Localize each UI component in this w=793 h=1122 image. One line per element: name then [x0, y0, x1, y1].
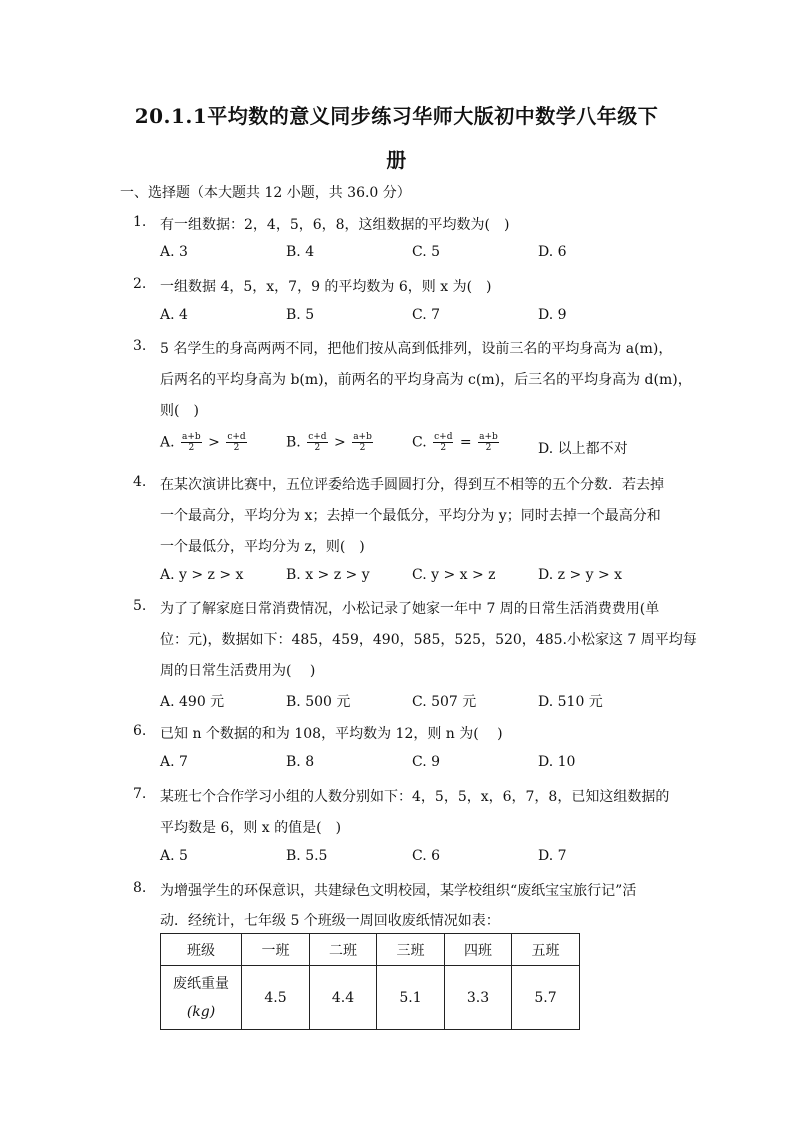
- question-stem-line: 为增强学生的环保意识，共建绿色文明校园，某学校组织“废纸宝宝旅行记”活: [160, 883, 637, 899]
- option-d: D. 7: [538, 848, 567, 864]
- option-c: C. 507 元: [412, 694, 477, 710]
- table-cell: 4.5: [242, 966, 310, 1030]
- option-a: A. 7: [160, 754, 188, 770]
- row-label-text: 废纸重量: [173, 975, 229, 992]
- question-number: 3.: [133, 338, 147, 354]
- fraction-numerator: a+b: [479, 432, 498, 442]
- table-header-cell: 二班: [310, 934, 377, 966]
- question-number: 2.: [133, 276, 147, 292]
- option-a: A. 4: [160, 307, 188, 323]
- option-label: C.: [412, 434, 427, 451]
- relation-symbol: >: [334, 434, 346, 451]
- fraction-numerator: c+d: [227, 432, 246, 442]
- fraction-denominator: 2: [440, 443, 447, 453]
- data-table: [160, 933, 580, 1030]
- question-number: 8.: [133, 880, 147, 896]
- question-number: 5.: [133, 598, 147, 614]
- fraction-numerator: a+b: [353, 432, 372, 442]
- option-d: D. z > y > x: [538, 567, 623, 583]
- option-c: C. 7: [412, 307, 441, 323]
- question-stem-line: 位：元)，数据如下：485，459，490，585，525，520，485.小松家这 7 周平均每: [160, 632, 697, 648]
- question-stem-line: 5 名学生的身高两两不同，把他们按从高到低排列，设前三名的平均身高为 a(m)，: [160, 341, 673, 357]
- option-b: B. x > z > y: [286, 567, 370, 583]
- question-stem-line: 周的日常生活费用为( ): [160, 663, 316, 679]
- question-number: 7.: [133, 786, 147, 802]
- option-d: D. 6: [538, 244, 567, 260]
- option-b: B. 500 元: [286, 694, 351, 710]
- option-a: [160, 432, 249, 453]
- table-cell: 3.3: [445, 966, 512, 1030]
- option-b: [286, 432, 375, 453]
- option-c: C. 5: [412, 244, 441, 260]
- table-cell: 5.7: [512, 966, 580, 1030]
- question-stem-line: 则( ): [160, 403, 199, 419]
- table-header-row: [161, 934, 580, 966]
- fraction: [352, 432, 373, 453]
- table-header-cell: 五班: [512, 934, 580, 966]
- fraction-numerator: c+d: [308, 432, 327, 442]
- option-b: B. 5.5: [286, 848, 328, 864]
- question-number: 1.: [133, 214, 147, 230]
- table-header-cell: 一班: [242, 934, 310, 966]
- fraction: [478, 432, 499, 453]
- question-stem-line: 某班七个合作学习小组的人数分别如下：4，5，5，x，6，7，8，已知这组数据的: [160, 789, 670, 805]
- fraction-denominator: 2: [188, 443, 195, 453]
- table-cell: 5.1: [377, 966, 445, 1030]
- question-stem-line: 为了了解家庭日常消费情况，小松记录了她家一年中 7 周的日常生活消费费用(单: [160, 601, 660, 617]
- option-d: D. 10: [538, 754, 576, 770]
- option-d: D. 以上都不对: [538, 441, 628, 457]
- option-b: B. 5: [286, 307, 315, 323]
- option-label: B.: [286, 434, 301, 451]
- fraction-denominator: 2: [233, 443, 240, 453]
- fraction-numerator: a+b: [182, 432, 201, 442]
- table-cell: 4.4: [310, 966, 377, 1030]
- option-d: D. 510 元: [538, 694, 603, 710]
- question-stem-line: 平均数是 6，则 x 的值是( ): [160, 820, 342, 836]
- question-stem-line: 一个最高分，平均分为 x；去掉一个最低分，平均分为 y；同时去掉一个最高分和: [160, 508, 661, 524]
- fraction-denominator: 2: [359, 443, 366, 453]
- fraction-denominator: 2: [485, 443, 492, 453]
- option-b: B. 8: [286, 754, 315, 770]
- table-header-cell: 班级: [161, 934, 242, 966]
- doc-title-line2: 册: [386, 148, 407, 172]
- option-c: C. 9: [412, 754, 441, 770]
- doc-title-line1: 20.1.1平均数的意义同步练习华师大版初中数学八年级下: [134, 104, 659, 128]
- fraction-numerator: c+d: [434, 432, 453, 442]
- fraction: [181, 432, 202, 453]
- row-label-unit: (kg): [186, 1003, 216, 1020]
- question-stem-line: 在某次演讲比赛中，五位评委给选手圆圆打分，得到互不相等的五个分数．若去掉: [160, 477, 664, 493]
- fraction: [307, 432, 327, 453]
- option-a: A. 3: [160, 244, 188, 260]
- option-c: C. y > x > z: [412, 567, 496, 583]
- section-header: 一、选择题（本大题共 12 小题，共 36.0 分）: [120, 185, 411, 201]
- option-label: A.: [160, 434, 175, 451]
- option-c: [412, 432, 501, 453]
- question-stem: 已知 n 个数据的和为 108，平均数为 12，则 n 为( ): [160, 726, 503, 742]
- table-row-label: [161, 966, 242, 1030]
- question-stem-line: 一个最低分，平均分为 z，则( ): [160, 539, 365, 555]
- option-d: D. 9: [538, 307, 567, 323]
- option-b: B. 4: [286, 244, 315, 260]
- option-a: A. 5: [160, 848, 188, 864]
- fraction-denominator: 2: [314, 443, 321, 453]
- question-number: 4.: [133, 474, 147, 490]
- option-c: C. 6: [412, 848, 441, 864]
- option-a: A. y > z > x: [160, 567, 244, 583]
- table-row: [161, 966, 580, 1030]
- question-number: 6.: [133, 723, 147, 739]
- question-stem: 一组数据 4，5，x，7，9 的平均数为 6，则 x 为( ): [160, 279, 492, 295]
- fraction: [226, 432, 246, 453]
- option-a: A. 490 元: [160, 694, 225, 710]
- question-stem: 有一组数据：2，4，5，6，8，这组数据的平均数为( ): [160, 217, 510, 233]
- fraction: [433, 432, 453, 453]
- table-header-cell: 四班: [445, 934, 512, 966]
- relation-symbol: >: [208, 434, 220, 451]
- table-header-cell: 三班: [377, 934, 445, 966]
- question-stem-line: 后两名的平均身高为 b(m)，前两名的平均身高为 c(m)，后三名的平均身高为 d(m)，: [160, 372, 692, 388]
- question-stem-line: 动．经统计，七年级 5 个班级一周回收废纸情况如表：: [160, 913, 500, 929]
- relation-symbol: =: [459, 434, 472, 451]
